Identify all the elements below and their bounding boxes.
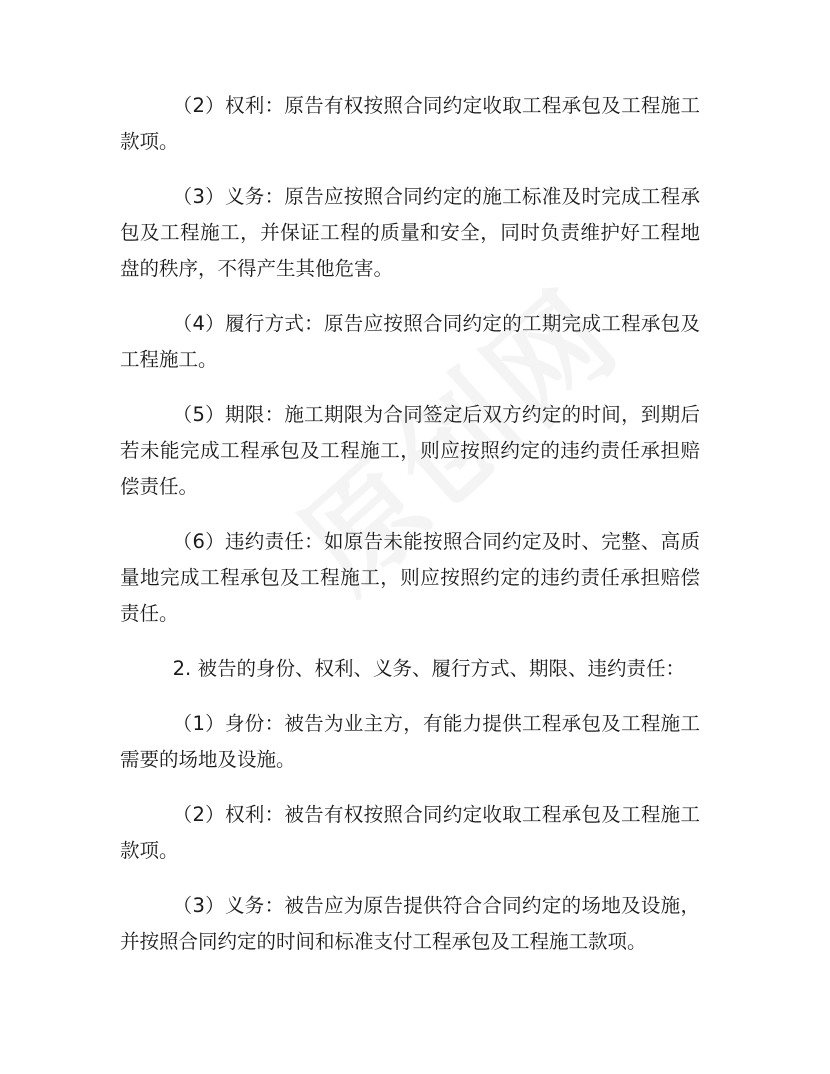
paragraph-plaintiff-term: （5）期限：施工期限为合同签定后双方约定的时间，到期后若未能完成工程承包及工程施工，则应按照约定的违约责任承担赔偿责任。 [120, 403, 700, 498]
paragraph-defendant-rights: （2）权利：被告有权按照合同约定收取工程承包及工程施工款项。 [120, 803, 700, 862]
document-page [120, 88, 700, 960]
paragraph-plaintiff-liability: （6）违约责任：如原告未能按照合同约定及时、完整、高质量地完成工程承包及工程施工，则应按照约定的违约责任承担赔偿责任。 [120, 530, 700, 625]
paragraph-plaintiff-performance: （4）履行方式：原告应按照合同约定的工期完成工程承包及工程施工。 [120, 312, 700, 371]
paragraph-plaintiff-obligations: （3）义务：原告应按照合同约定的施工标准及时完成工程承包及工程施工，并保证工程的质量和安全，同时负责维护好工程地盘的秩序，不得产生其他危害。 [120, 185, 700, 280]
paragraph-defendant-obligations: （3）义务：被告应为原告提供符合合同约定的场地及设施，并按照合同约定的时间和标准支付工程承包及工程施工款项。 [120, 894, 700, 953]
section-heading-defendant: 2. 被告的身份、权利、义务、履行方式、期限、违约责任： [172, 657, 685, 680]
paragraph-plaintiff-rights: （2）权利：原告有权按照合同约定收取工程承包及工程施工款项。 [120, 94, 700, 153]
paragraph-defendant-identity: （1）身份：被告为业主方，有能力提供工程承包及工程施工需要的场地及设施。 [120, 712, 700, 771]
